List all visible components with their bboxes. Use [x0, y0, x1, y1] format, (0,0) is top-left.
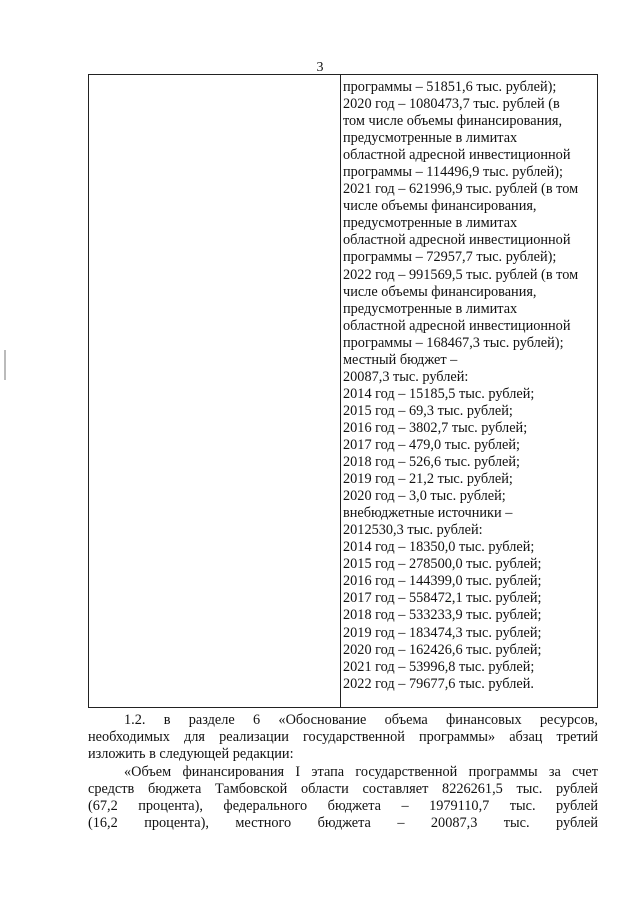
table-text-line: 20087,3 тыс. рублей:	[343, 368, 469, 385]
table-text-line: 2014 год – 15185,5 тыс. рублей;	[343, 385, 535, 402]
table-text-line: 2022 год – 991569,5 тыс. рублей (в том	[343, 266, 579, 283]
table-text-line: областной адресной инвестиционной	[343, 147, 571, 164]
paragraph-line: (16,2 процента), местного бюджета – 20087,3 тыс. рублей	[88, 815, 598, 831]
paragraph-line: 1.2. в разделе 6 «Обоснование объема финансовых ресурсов,	[124, 712, 598, 728]
table-text-line: предусмотренные в лимитах	[343, 215, 518, 232]
table-text-line: 2017 год – 558472,1 тыс. рублей;	[343, 590, 542, 607]
table-text-line: 2016 год – 144399,0 тыс. рублей;	[343, 573, 542, 590]
margin-mark	[4, 350, 6, 380]
table-text-line: областной адресной инвестиционной	[343, 232, 571, 249]
table-column-divider	[340, 75, 341, 707]
table-text-line: 2016 год – 3802,7 тыс. рублей;	[343, 419, 528, 436]
table-text-line: том числе объемы финансирования,	[343, 113, 563, 130]
table-text-line: 2017 год – 479,0 тыс. рублей;	[343, 436, 521, 453]
table-text-line: 2020 год – 3,0 тыс. рублей;	[343, 488, 506, 505]
table-text-line: 2022 год – 79677,6 тыс. рублей.	[343, 675, 534, 692]
table-text-line: программы – 51851,6 тыс. рублей);	[343, 79, 557, 95]
table-text-line: 2012530,3 тыс. рублей:	[343, 522, 483, 539]
table-text-line: 2019 год – 183474,3 тыс. рублей;	[343, 624, 542, 641]
table-text-line: 2015 год – 69,3 тыс. рублей;	[343, 402, 513, 419]
funding-table	[88, 74, 598, 708]
paragraph-line: средств бюджета Тамбовской области составляет 8226261,5 тыс. рублей	[88, 781, 598, 797]
table-text-line: программы – 168467,3 тыс. рублей);	[343, 334, 564, 351]
table-text-line: 2015 год – 278500,0 тыс. рублей;	[343, 556, 542, 573]
table-text-line: 2019 год – 21,2 тыс. рублей;	[343, 471, 513, 488]
table-text-line: 2020 год – 1080473,7 тыс. рублей (в	[343, 96, 560, 113]
table-text-line: числе объемы финансирования,	[343, 283, 537, 300]
paragraph-line: (67,2 процента), федерального бюджета – 1979110,7 тыс. рублей	[88, 798, 598, 814]
paragraph-line: необходимых для реализации государственной программы» абзац третий	[88, 729, 598, 745]
table-text-line: 2020 год – 162426,6 тыс. рублей;	[343, 641, 542, 658]
table-right-cell	[343, 79, 595, 693]
table-text-line: программы – 114496,9 тыс. рублей);	[343, 164, 564, 181]
table-text-line: 2014 год – 18350,0 тыс. рублей;	[343, 539, 535, 556]
table-text-line: областной адресной инвестиционной	[343, 317, 571, 334]
paragraph-line: «Объем финансирования I этапа государственной программы за счет	[124, 764, 598, 780]
table-text-line: местный бюджет –	[343, 351, 458, 368]
paragraph-funding-text	[88, 764, 598, 832]
table-text-line: предусмотренные в лимитах	[343, 300, 518, 317]
table-text-line: программы – 72957,7 тыс. рублей);	[343, 249, 557, 266]
table-text-line: внебюджетные источники –	[343, 505, 513, 522]
table-text-line: 2021 год – 53996,8 тыс. рублей;	[343, 658, 535, 675]
table-text-line: 2018 год – 533233,9 тыс. рублей;	[343, 607, 542, 624]
page-number: 3	[316, 60, 324, 75]
table-text-line: числе объемы финансирования,	[343, 198, 537, 215]
table-text-line: предусмотренные в лимитах	[343, 130, 518, 147]
table-text-line: 2018 год – 526,6 тыс. рублей;	[343, 454, 521, 471]
paragraph-line: изложить в следующей редакции:	[88, 746, 294, 762]
paragraph-1-2	[88, 712, 598, 763]
table-text-line: 2021 год – 621996,9 тыс. рублей (в том	[343, 181, 579, 198]
